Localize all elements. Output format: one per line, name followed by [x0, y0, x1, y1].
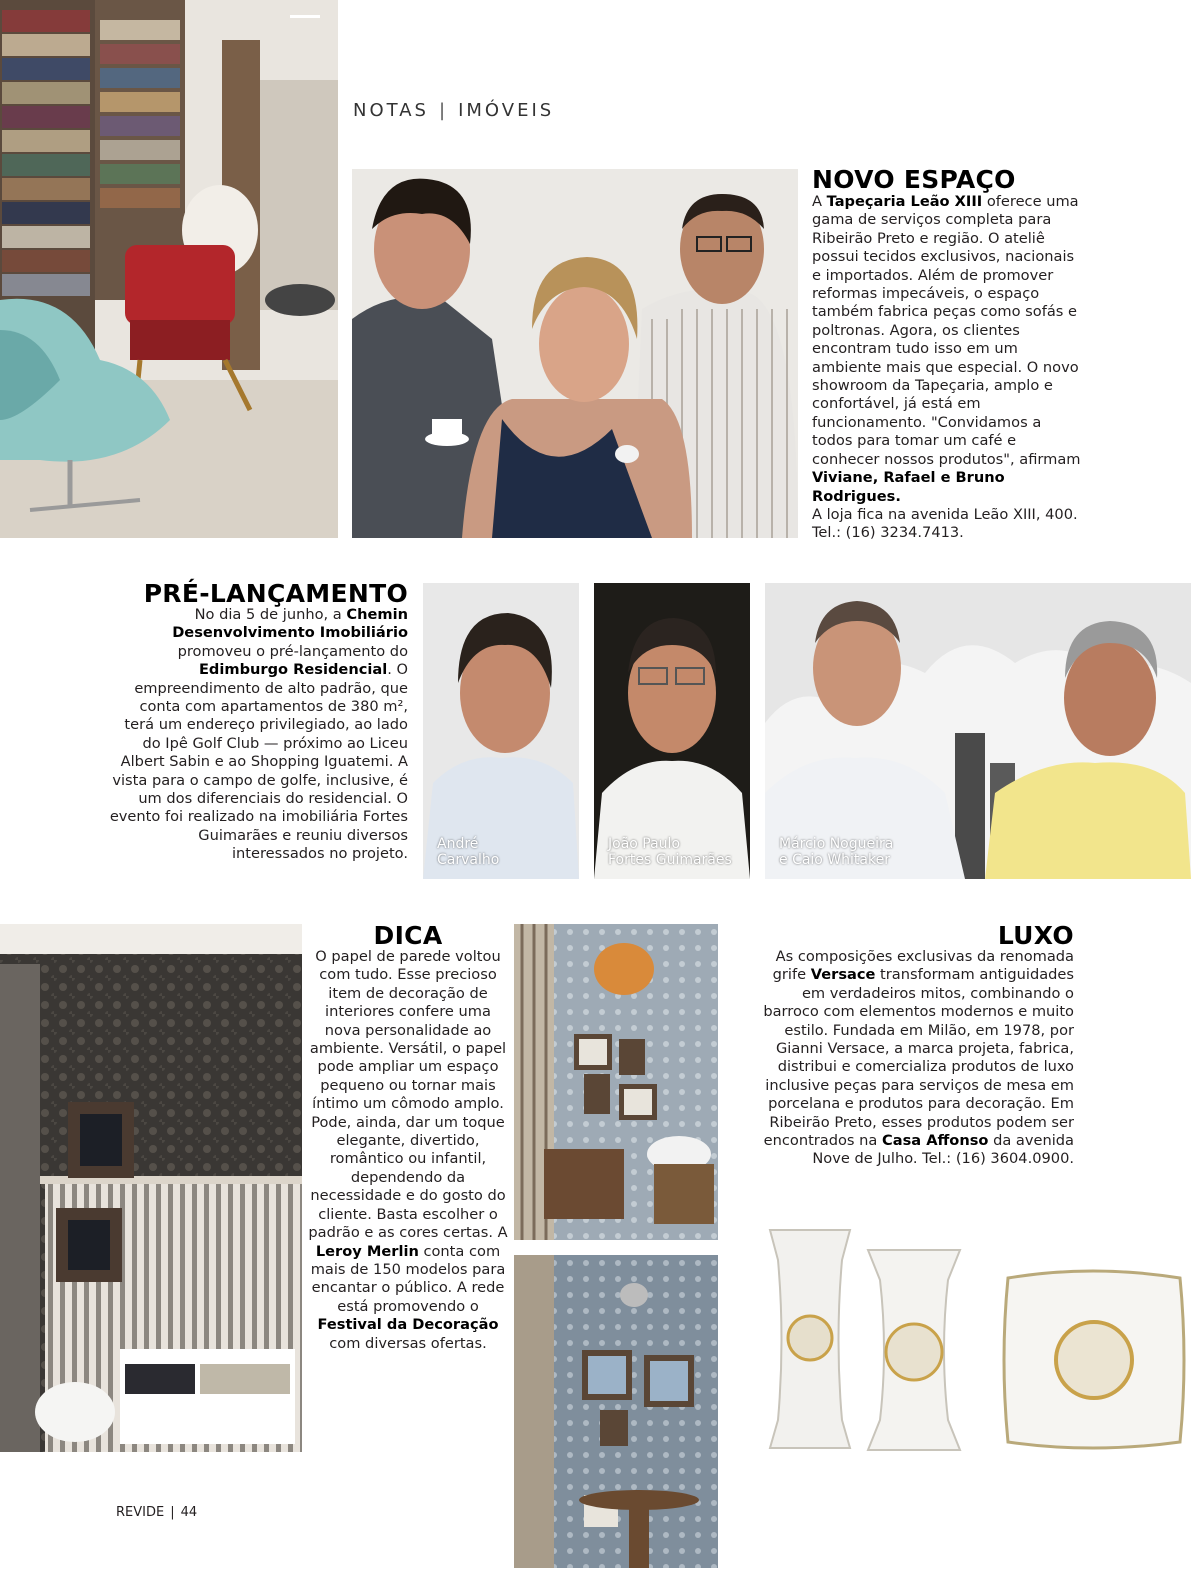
- novo-espaco-body: [812, 193, 1084, 543]
- caption-line: Márcio Nogueira: [779, 836, 894, 852]
- pre-lancamento-text: promoveu o pré-lançamento do: [177, 642, 408, 660]
- wallpaper-room-photo: [0, 924, 302, 1452]
- section-label: [353, 100, 554, 121]
- versace-porcelain-photo: [760, 1220, 1188, 1460]
- showroom-photo: [0, 0, 338, 538]
- versace-name: Versace: [810, 966, 876, 984]
- joao-paulo-photo: [594, 583, 750, 879]
- page-folio: [116, 1505, 197, 1520]
- dica-title: DICA: [373, 921, 443, 950]
- caption-line: Fortes Guimarães: [608, 852, 732, 868]
- tapecaria-owners-photo: [352, 169, 798, 538]
- pre-lancamento-text: . O empreendimento de alto padrão, que conta com apartamentos de 380 m², terá um endereço privilegiado, ao lado do Ipê Golf Club — próximo ao Liceu Albert Sabin e ao Shopping Iguatemi. A vista para o campo de golfe, inclusive, é um dos diferenciais do residencial. O evento foi realizado na imobiliária Fortes Guimarães e reuniu diversos interessados no projeto.: [109, 661, 408, 863]
- section-divider: |: [438, 100, 449, 121]
- caption-marcio-caio: [779, 836, 893, 868]
- novo-espaco-title: NOVO ESPAÇO: [812, 165, 1016, 194]
- section-name: NOTAS: [353, 100, 429, 121]
- magazine-name: REVIDE: [116, 1505, 165, 1520]
- edimburgo-name: Edimburgo Residencial: [198, 661, 388, 679]
- pre-lancamento-body: [108, 606, 408, 864]
- wallpaper-corner-photo-1: [514, 924, 718, 1240]
- luxo-text: transformam antiguidades em verdadeiros mitos, combinando o barroco com elementos modernos e muito estilo. Fundada em Milão, em 1978, por Gianni Versace, a marca projeta, fabrica, distribui e comercializa produtos de luxo inclusive peças para serviços de mesa em porcelana e produtos para decoração. Em Ribeirão Preto, esses produtos podem ser encontrados na: [763, 966, 1074, 1150]
- dica-body: [308, 948, 508, 1353]
- festival-name: Festival da Decoração: [317, 1316, 499, 1334]
- wallpaper-corner-photo-2: [514, 1255, 718, 1568]
- caption-andre: [437, 836, 499, 868]
- luxo-title: LUXO: [997, 921, 1074, 950]
- casa-affonso-name: Casa Affonso: [882, 1132, 989, 1150]
- folio-divider: |: [170, 1505, 175, 1520]
- caption-line: Carvalho: [437, 852, 500, 868]
- luxo-body: [760, 948, 1074, 1169]
- subsection-name: IMÓVEIS: [458, 100, 555, 121]
- caption-line: André: [437, 836, 479, 852]
- luxo-text: da avenida Nove de Julho. Tel.: (16) 3604.0900.: [812, 1132, 1074, 1168]
- pre-lancamento-text: No dia 5 de junho, a: [194, 606, 347, 623]
- page-number: 44: [180, 1505, 198, 1520]
- luxo-text: As composições exclusivas da renomada grife: [772, 948, 1074, 984]
- novo-espaco-text: A: [812, 193, 827, 210]
- chemin-name: Chemin Desenvolvimento Imobiliário: [172, 606, 408, 642]
- caption-line: e Caio Whitaker: [779, 852, 890, 868]
- novo-espaco-text: oferece uma gama de serviços completa para Ribeirão Preto e região. O ateliê possui tecidos exclusivos, nacionais e importados. Além de promover reformas impecáveis, o espaço também fabrica peças como sofás e poltronas. Agora, os clientes encontram tudo isso em um ambiente mais que especial. O novo showroom da Tapeçaria, amplo e confortável, já está em funcionamento. "Convidamos a todos para tomar um café e conhecer nossos produtos", afirmam: [812, 193, 1081, 468]
- marcio-caio-photo: [765, 583, 1191, 879]
- owners-names: Viviane, Rafael e Bruno Rodrigues.: [812, 469, 1005, 505]
- dica-text: O papel de parede voltou com tudo. Esse precioso item de decoração de interiores confere uma nova personalidade ao ambiente. Versátil, o papel pode ampliar um espaço pequeno ou tornar mais íntimo um cômodo amplo. Pode, ainda, dar um toque elegante, divertido, romântico ou infantil, dependendo da necessidade e do gosto do cliente. Basta escolher o padrão e as cores certas. A: [308, 948, 508, 1242]
- tapecaria-name: Tapeçaria Leão XIII: [826, 193, 983, 210]
- pre-lancamento-title: PRÉ-LANÇAMENTO: [143, 579, 408, 608]
- dica-text: com diversas ofertas.: [329, 1334, 487, 1352]
- caption-joao-paulo: [608, 836, 732, 868]
- caption-line: João Paulo: [608, 836, 681, 852]
- leroy-merlin-name: Leroy Merlin: [315, 1242, 419, 1260]
- andre-carvalho-photo: [423, 583, 579, 879]
- dica-text: conta com mais de 150 modelos para encantar o público. A rede está promovendo o: [310, 1242, 506, 1315]
- store-address: A loja fica na avenida Leão XIII, 400. Tel.: (16) 3234.7413.: [812, 505, 1078, 542]
